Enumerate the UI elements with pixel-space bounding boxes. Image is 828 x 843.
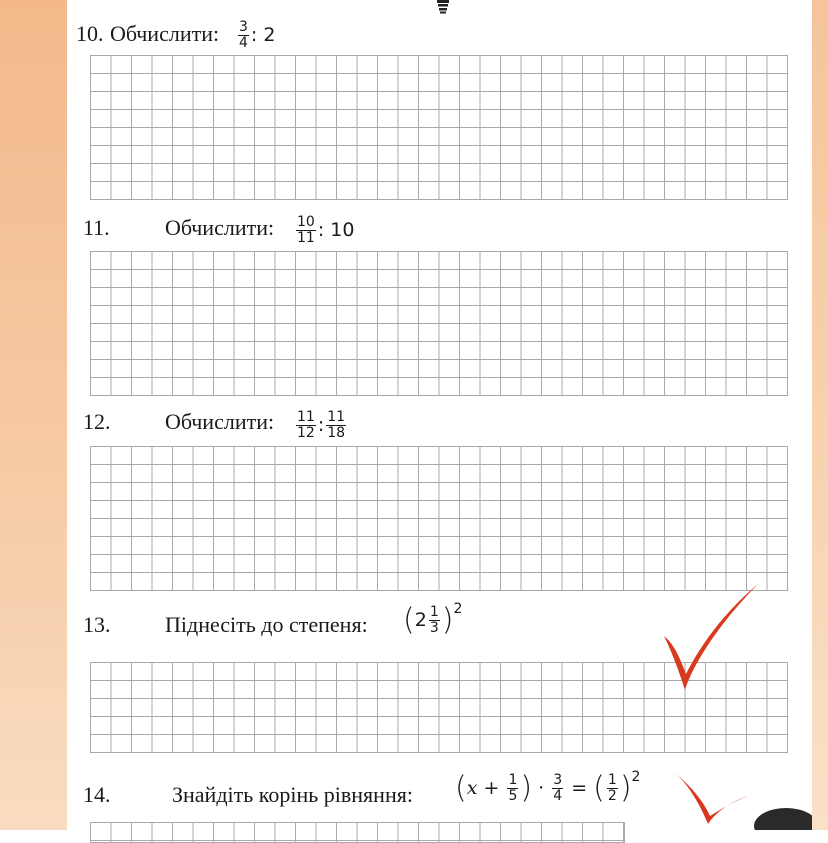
checkmark-icon (668, 766, 812, 830)
problem-10-label: Обчислити: (110, 21, 220, 46)
problem-10-expression: $\frac{3}{4}$ : 2 (239, 19, 276, 51)
problem-14-answer-grid[interactable] (90, 822, 625, 843)
fraction: $\frac{10}{11}$ (297, 214, 315, 246)
problem-11-label: Обчислити: (165, 215, 275, 240)
checkmark-icon (650, 578, 768, 698)
problem-14-number: 14. (83, 782, 111, 807)
lightbulb-icon (432, 0, 454, 14)
left-decor-strip (0, 0, 67, 830)
problem-12-label: Обчислити: (165, 409, 275, 434)
fraction: $\frac{11}{18}$ (327, 409, 346, 441)
problem-12-answer-grid[interactable] (90, 446, 788, 591)
fraction: $\frac{3}{4}$ (553, 772, 563, 804)
right-decor-strip (812, 0, 828, 830)
problem-13-expression: (2 $\frac{1}{3}$ )$^2$ (403, 601, 463, 638)
fraction: $\frac{11}{12}$ (297, 409, 315, 441)
fraction: $\frac{1}{2}$ (607, 772, 617, 804)
problem-10-answer-grid[interactable] (90, 55, 788, 200)
problem-14-expression: (x + $\frac{1}{5}$ ) · $\frac{3}{4}$ = ( $\frac{1}{2}$ )$^2$ (455, 769, 641, 806)
problem-14-label: Знайдіть корінь рівняння: (172, 782, 413, 807)
problem-12-expression: $\frac{11}{12}$ : $\frac{11}{18}$ (297, 409, 346, 441)
fraction: $\frac{1}{5}$ (508, 772, 518, 804)
problem-11-number: 11. (83, 215, 110, 240)
problem-11-answer-grid[interactable] (90, 251, 788, 396)
problem-12-number: 12. (83, 409, 111, 434)
problem-13-number: 13. (83, 612, 111, 637)
problem-13-label: Піднесіть до степеня: (165, 612, 368, 637)
problem-11-expression: $\frac{10}{11}$ : 10 (297, 214, 355, 246)
fraction: $\frac{3}{4}$ (239, 19, 248, 51)
fraction: $\frac{1}{3}$ (429, 604, 439, 636)
problem-10-number: 10. (76, 21, 104, 46)
